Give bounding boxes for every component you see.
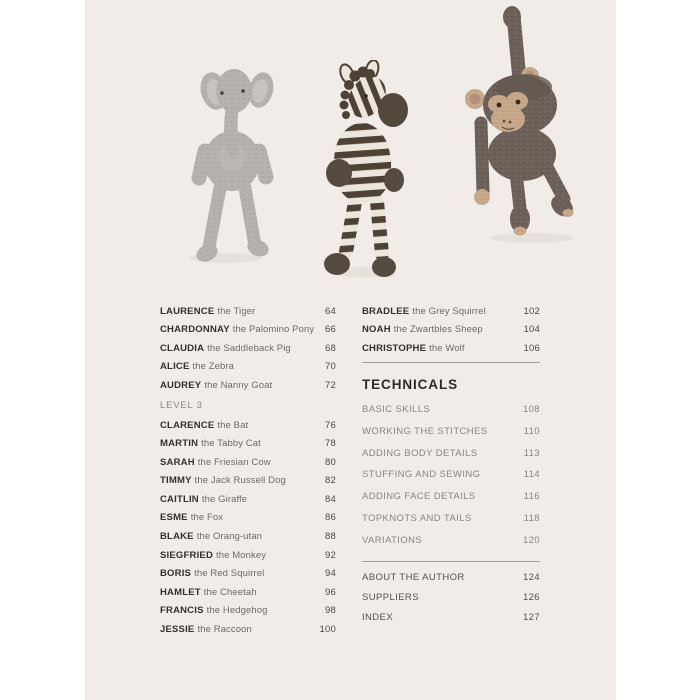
entry-page-number: 116	[523, 491, 540, 503]
monkey-toy-photo	[450, 5, 605, 245]
entry-page-number: 80	[325, 456, 336, 468]
toc-left-column	[160, 302, 336, 639]
zebra-front-hoof-left	[326, 159, 352, 187]
elephant-toy-photo	[163, 55, 293, 265]
toc-entry	[160, 509, 336, 528]
entry-label: VARIATIONS	[362, 534, 423, 546]
back-matter-entry	[362, 568, 540, 588]
toc-entry	[160, 453, 336, 472]
back-matter-entry	[362, 607, 540, 627]
entry-page-number: 100	[319, 624, 336, 636]
entry-page-number: 126	[522, 591, 540, 603]
toc-entry	[160, 565, 336, 584]
entry-page-number: 88	[325, 531, 336, 543]
entry-label: STUFFING AND SEWING	[362, 469, 481, 481]
entry-page-number: 104	[523, 324, 540, 336]
entry-label: ADDING BODY DETAILS	[362, 447, 478, 459]
entry-page-number: 108	[522, 403, 540, 415]
zebra-hoof-right	[372, 257, 396, 277]
entry-label: FRANCIS the Hedgehog	[160, 605, 268, 617]
entry-label: BASIC SKILLS	[362, 403, 431, 415]
entry-page-number: 110	[523, 425, 540, 437]
monkey-raised-arm	[503, 6, 521, 85]
entry-label: JESSIE the Raccoon	[160, 624, 252, 636]
elephant-trunk	[224, 101, 239, 159]
entry-page-number: 86	[325, 512, 336, 524]
entry-page-number: 94	[325, 568, 336, 580]
elephant-legs	[209, 188, 254, 247]
monkey-shadow	[490, 233, 574, 243]
entry-page-number: 70	[325, 361, 336, 373]
entry-label: TIMMY the Jack Russell Dog	[160, 475, 286, 487]
toc-entry	[160, 339, 336, 358]
elephant-eye-right	[241, 89, 245, 93]
technicals-entry	[362, 530, 540, 552]
divider-line	[362, 561, 540, 562]
elephant-eye-left	[220, 91, 224, 95]
entry-page-number: 66	[325, 324, 336, 336]
back-matter-entry	[362, 588, 540, 608]
entry-label: LAURENCE the Tiger	[160, 305, 256, 317]
zebra-toy-photo	[310, 60, 430, 280]
entry-page-number: 120	[522, 534, 540, 546]
zebra-hoof-left	[324, 253, 350, 275]
zebra-muzzle	[378, 93, 408, 127]
toc-entry	[160, 490, 336, 509]
technicals-entry	[362, 508, 540, 530]
entry-page-number: 98	[325, 605, 336, 617]
technicals-list	[362, 399, 540, 552]
entry-page-number: 64	[325, 305, 336, 317]
monkey-hanging-arm	[474, 123, 490, 205]
entry-page-number: 114	[523, 469, 540, 481]
toc-entry	[160, 358, 336, 377]
toc-entry	[160, 416, 336, 435]
entry-label: SUPPLIERS	[362, 591, 419, 603]
entry-label: ADDING FACE DETAILS	[362, 491, 476, 503]
entry-label: NOAH the Zwartbles Sheep	[362, 324, 483, 336]
entry-label: AUDREY the Nanny Goat	[160, 379, 273, 391]
technicals-entry	[362, 421, 540, 443]
entry-label: ABOUT THE AUTHOR	[362, 572, 465, 583]
entry-page-number: 82	[325, 475, 336, 487]
monkey-face	[488, 92, 528, 132]
entry-label: HAMLET the Cheetah	[160, 586, 257, 598]
toc-entry	[160, 321, 336, 340]
monkey-eye-left	[497, 103, 502, 108]
toc-entry	[160, 583, 336, 602]
entry-page-number: 78	[325, 438, 336, 450]
toc-entry	[362, 302, 540, 321]
entry-label: CHRISTOPHE the Wolf	[362, 342, 465, 354]
toc-entry	[362, 321, 540, 340]
book-page	[85, 0, 616, 700]
entry-label: BLAKE the Orang-utan	[160, 531, 263, 543]
toc-entry	[160, 602, 336, 621]
zebra-eye	[364, 94, 368, 98]
technicals-heading: TECHNICALS	[362, 376, 458, 392]
technicals-entry	[362, 486, 540, 508]
toc-entry	[160, 621, 336, 640]
entry-page-number: 127	[522, 611, 540, 623]
toc-right-column	[362, 302, 540, 627]
entry-page-number: 102	[523, 305, 540, 317]
technicals-entry	[362, 442, 540, 464]
entry-label: WORKING THE STITCHES	[362, 425, 488, 437]
entry-label: MARTIN the Tabby Cat	[160, 438, 261, 450]
divider-line	[362, 362, 540, 363]
toc-entry	[160, 528, 336, 547]
entry-label: CLARENCE the Bat	[160, 419, 249, 431]
entry-label: ALICE the Zebra	[160, 361, 235, 373]
entry-label: INDEX	[362, 611, 394, 623]
toc-entry	[160, 435, 336, 454]
entry-page-number: 68	[325, 342, 336, 354]
entry-page-number: 124	[522, 572, 540, 583]
entry-page-number: 92	[325, 549, 336, 561]
technicals-entry	[362, 464, 540, 486]
monkey-eye-right	[516, 100, 521, 105]
entry-page-number: 72	[325, 379, 336, 391]
entry-label: TOPKNOTS AND TAILS	[362, 512, 472, 524]
entry-page-number: 84	[325, 493, 336, 505]
technicals-entry	[362, 399, 540, 421]
entry-label: CAITLIN the Giraffe	[160, 493, 248, 505]
entry-label: BORIS the Red Squirrel	[160, 568, 265, 580]
entry-label: SIEGFRIED the Monkey	[160, 549, 267, 561]
monkey-legs	[510, 167, 577, 236]
entry-label: CLAUDIA the Saddleback Pig	[160, 342, 291, 354]
back-matter-list	[362, 568, 540, 627]
zebra-legs	[346, 202, 382, 254]
toc-entry	[362, 339, 540, 358]
entry-label: SARAH the Friesian Cow	[160, 456, 271, 468]
toc-entry	[160, 546, 336, 565]
entry-page-number: 96	[325, 586, 336, 598]
entry-label: BRADLEE the Grey Squirrel	[362, 305, 486, 317]
entry-label: CHARDONNAY the Palomino Pony	[160, 324, 315, 336]
toc-entry	[160, 472, 336, 491]
entry-page-number: 113	[523, 447, 540, 459]
entry-page-number: 106	[523, 342, 540, 354]
section-heading-level-3: LEVEL 3	[160, 399, 203, 411]
toc-entry	[160, 302, 336, 321]
entry-page-number: 118	[523, 512, 540, 524]
toc-entry	[160, 376, 336, 395]
entry-page-number: 76	[325, 419, 336, 431]
zebra-front-hoof-right	[384, 168, 404, 192]
entry-label: ESME the Fox	[160, 512, 224, 524]
